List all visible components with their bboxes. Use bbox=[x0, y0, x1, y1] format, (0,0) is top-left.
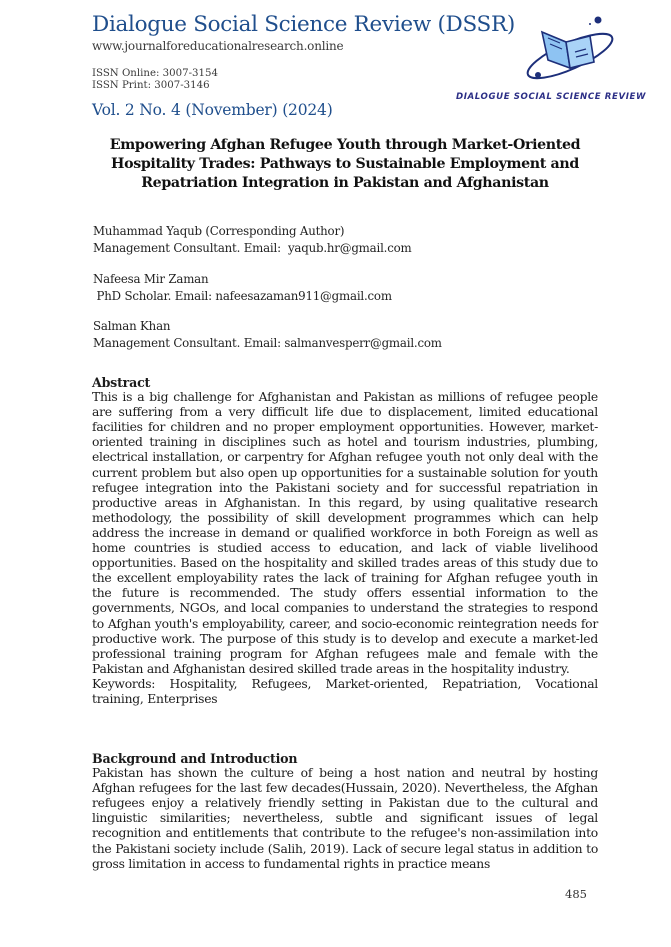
issn-print: ISSN Print: 3007-3146 bbox=[92, 80, 210, 91]
keywords: Keywords: Hospitality, Refugees, Market-oriented, Repatriation, Vocational training, Enterprises bbox=[92, 676, 598, 706]
abstract-heading: Abstract bbox=[92, 375, 151, 390]
abstract-section bbox=[92, 375, 598, 707]
logo-wordmark: DIALOGUE SOCIAL SCIENCE REVIEW bbox=[456, 92, 647, 102]
author-name: Salman Khan bbox=[93, 319, 171, 333]
journal-url[interactable]: www.journalforeducationalresearch.online bbox=[92, 39, 344, 53]
author-name: Muhammad Yaqub (Corresponding Author) bbox=[93, 224, 345, 238]
author-entry bbox=[93, 271, 392, 305]
issn-online: ISSN Online: 3007-3154 bbox=[92, 68, 218, 79]
author-name: Nafeesa Mir Zaman bbox=[93, 272, 209, 286]
author-entry bbox=[93, 318, 442, 352]
volume-issue: Vol. 2 No. 4 (November) (2024) bbox=[92, 101, 333, 119]
author-affiliation: PhD Scholar. Email: nafeesazaman911@gmail.com bbox=[93, 289, 392, 303]
background-section bbox=[92, 751, 598, 872]
abstract-text: This is a big challenge for Afghanistan and Pakistan as millions of refugee people are suffering from a very difficult life due to displacement, limited educational facilities for children and no proper employment opportunities. However, market-oriented training in disciplines such as hotel and tourism industries, plumbing, electrical installation, or carpentry for Afghan refugee youth not only deal with the current problem but also open up opportunities for a sustainable solution for youth refugee integration into the Pakistani society and for successful repatriation in productive areas in Afghanistan. In this regard, by using qualitative research methodology, the possibility of skill development programmes which can help address the increase in demand or qualified workforce in both Foreign as well as home countries is studied access to education, and lack of viable livelihood opportunities. Based on the hospitality and skilled trades areas of this study due to the excellent employability rates the lack of training for Afghan refugee youth in the future is recommended. The study offers essential information to the governments, NGOs, and local companies to understand the strategies to respond to Afghan youth's employability, career, and socio-economic reintegration needs for productive work. The purpose of this study is to develop and execute a market-led professional training program for Afghan refugees male and female with the Pakistan and Afghanistan desired skilled trade areas in the hospitality industry. bbox=[92, 390, 598, 676]
author-affiliation: Management Consultant. Email: yaqub.hr@gmail.com bbox=[93, 241, 412, 255]
background-text: Pakistan has shown the culture of being a host nation and neutral by hosting Afghan refugees for the last few decades(Hussain, 2020). Nevertheless, the Afghan refugees enjoy a relatively friendly setting in Pakistan due to the cultural and linguistic similarities; nevertheless, subtle and significant issues of legal recognition and entitlements that contribute to the refugee's non-assimilation into the Pakistani society include (Salih, 2019). Lack of secure legal status in addition to gross limitation in access to fundamental rights in practice means bbox=[92, 766, 598, 871]
book-orbit-icon bbox=[520, 12, 620, 84]
article-title: Empowering Afghan Refugee Youth through Market-Oriented Hospitality Trades: Pathways to Sustainable Employment and Repatriation Integration in Pakistan and Afghanistan bbox=[109, 137, 581, 191]
journal-title: Dialogue Social Science Review (DSSR) bbox=[92, 12, 515, 37]
background-heading: Background and Introduction bbox=[92, 751, 298, 766]
page-number: 485 bbox=[565, 887, 587, 901]
author-entry bbox=[93, 223, 412, 257]
author-affiliation: Management Consultant. Email: salmanvesperr@gmail.com bbox=[93, 336, 442, 350]
